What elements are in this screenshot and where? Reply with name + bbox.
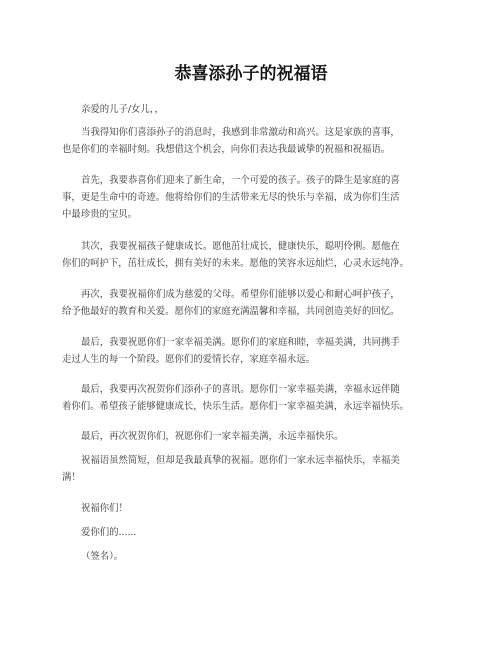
parents-wish-paragraph <box>62 286 442 320</box>
text-line: 走过人生的每一个阶段。愿你们的爱情长存，家庭幸福永远。 <box>62 354 316 365</box>
signature-line <box>62 548 442 565</box>
document-title: 恭喜添孙子的祝福语 <box>174 64 328 84</box>
sincere-paragraph <box>62 452 442 486</box>
text-line: 满！ <box>62 472 81 483</box>
intro-paragraph <box>62 124 442 158</box>
text-line: 给予他最好的教育和关爱。愿你们的家庭充满温馨和幸福，共同创造美好的回忆。 <box>62 306 400 317</box>
text-line: 再次，我要祝福你们成为慈爱的父母。希望你们能够以爱心和耐心呵护孩子， <box>81 289 400 300</box>
text-line: 亲爱的儿子/女儿，， <box>81 104 164 115</box>
closing-paragraph <box>62 428 442 445</box>
text-line: 着你们。希望孩子能够健康成长，快乐生活。愿你们一家幸福美满，永远幸福快乐。 <box>62 401 409 412</box>
congrats-paragraph <box>62 172 442 223</box>
text-line: 最后，我要再次祝贺你们添孙子的喜讯。愿你们一家幸福美满，幸福永远伴随 <box>81 384 400 395</box>
text-line: （签名）。 <box>81 551 124 562</box>
text-line: 首先，我要恭喜你们迎来了新生命，一个可爱的孩子。孩子的降生是家庭的喜 <box>81 175 400 186</box>
text-line: 爱你们的...... <box>81 527 137 538</box>
greeting-paragraph <box>62 101 442 118</box>
family-wish-paragraph <box>62 334 442 368</box>
text-line: 最后，我要祝愿你们一家幸福美满。愿你们的家庭和睦，幸福美满，共同携手 <box>81 337 400 348</box>
text-line: 当我得知你们喜添孙子的消息时，我感到非常激动和高兴。这是家族的喜事， <box>81 127 400 138</box>
text-line: 事，更是生命中的奇迹。他将给你们的生活带来无尽的快乐与幸福，成为你们生活 <box>62 192 400 203</box>
text-line: 最后，再次祝贺你们，祝愿你们一家幸福美满，永远幸福快乐。 <box>81 431 344 442</box>
text-line: 中最珍贵的宝贝。 <box>62 209 138 220</box>
health-wish-paragraph <box>62 238 442 272</box>
text-line: 你们的呵护下，茁壮成长，拥有美好的未来。愿他的笑容永远灿烂，心灵永远纯净。 <box>62 258 409 269</box>
final-congrats-paragraph <box>62 381 442 415</box>
text-line: 祝福语虽然简短，但却是我最真挚的祝福。愿你们一家永远幸福快乐，幸福美 <box>81 455 400 466</box>
text-line: 其次，我要祝福孩子健康成长。愿他茁壮成长，健康快乐，聪明伶俐。愿他在 <box>81 241 400 252</box>
text-line: 祝福你们！ <box>81 503 128 514</box>
love-line <box>62 524 442 541</box>
text-line: 也是你们的幸福时刻。我想借这个机会，向你们表达我最诚挚的祝福和祝福语。 <box>62 144 391 155</box>
blessing-line <box>62 500 442 517</box>
